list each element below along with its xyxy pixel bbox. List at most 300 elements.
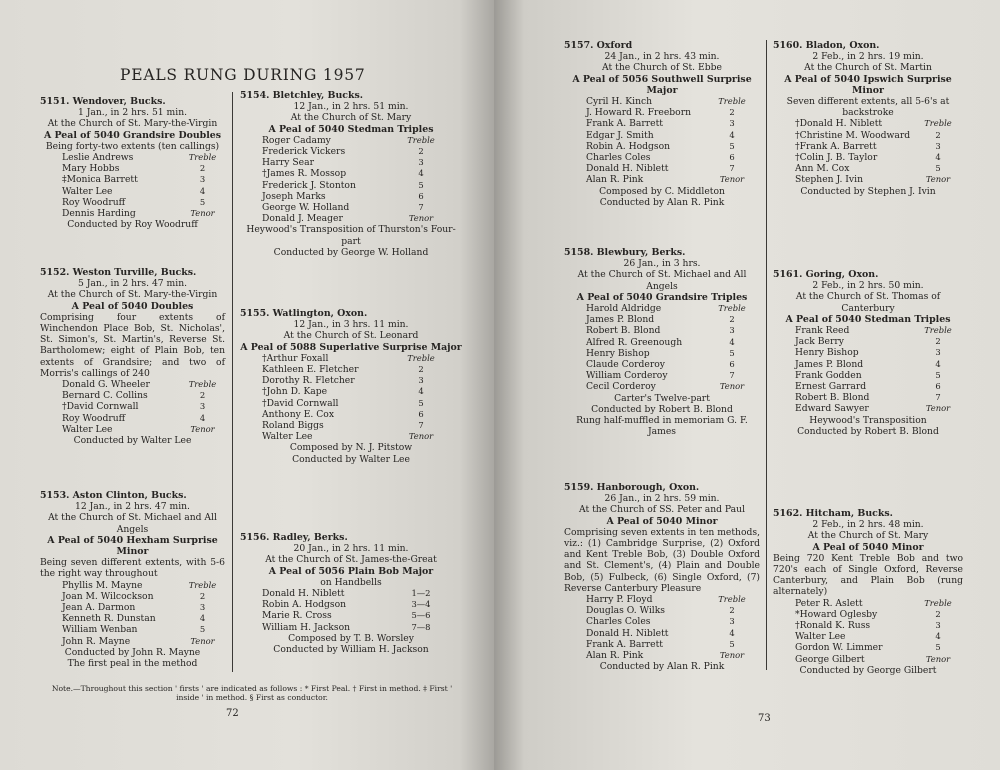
bell-number: 2 — [199, 163, 206, 174]
ringer-row — [262, 409, 462, 420]
bell-number: Tenor — [408, 213, 434, 224]
ringer-row — [586, 605, 760, 616]
ringer-name: †John D. Kape — [262, 386, 328, 398]
peal-church: At the Church of St. Mary — [807, 530, 929, 542]
ringer-row — [586, 107, 760, 118]
ringer-name: Gordon W. Limmer — [795, 642, 883, 654]
ringer-name: Harry P. Floyd — [586, 594, 653, 606]
ringer-row — [795, 141, 963, 152]
column-divider — [232, 92, 233, 672]
ringer-row — [795, 152, 963, 163]
ringer-row — [262, 588, 462, 599]
ringer-name: Cecil Corderoy — [586, 381, 656, 393]
bell-number: Treble — [718, 594, 746, 605]
bell-number: 7 — [418, 202, 424, 213]
peal-entry — [40, 267, 225, 446]
peal-footer-line: Conducted by John R. Mayne — [64, 646, 201, 658]
bell-number: 5 — [199, 196, 206, 207]
peal-method: A Peal of 5056 Southwell Surprise Major — [572, 73, 752, 96]
bell-number: Treble — [188, 379, 217, 390]
peal-footer-line: Conducted by William H. Jackson — [273, 644, 429, 656]
peal-church: At the Church of St. James-the-Great — [265, 554, 437, 566]
bell-number: 5 — [729, 638, 735, 649]
ringer-name: Charles Coles — [586, 616, 651, 628]
bell-number: 7—8 — [411, 621, 431, 632]
ringer-list — [62, 379, 225, 435]
ringer-row — [262, 135, 462, 146]
ringer-row — [262, 168, 462, 179]
ringer-row — [586, 594, 760, 605]
ringer-row — [262, 191, 462, 202]
peal-method: A Peal of 5040 Grandsire Doubles — [43, 129, 222, 141]
ringer-row — [62, 197, 225, 208]
peal-footer-line: Conducted by Alan R. Pink — [599, 661, 725, 673]
ringer-row — [586, 381, 760, 392]
peal-description: Comprising four extents of Winchendon Place Bob, St. Nicholas', St. Simon's, St. Martin's, Reverse St. Bartholomew; eight of Plain Bob, ten extents of Grandsire; and two of Morris's callings of 240 — [40, 311, 225, 379]
bell-number: Treble — [924, 118, 952, 129]
bell-number: 4 — [729, 129, 735, 140]
bell-number: 3—4 — [411, 599, 431, 610]
ringer-row — [586, 174, 760, 185]
peal-entry — [773, 269, 963, 437]
page-title: PEALS RUNG DURING 1957 — [120, 66, 366, 84]
peal-footer-line: Carter's Twelve-part — [614, 392, 710, 404]
ringer-row — [795, 381, 963, 392]
ringer-name: Alan R. Pink — [586, 650, 644, 662]
ringer-list — [262, 588, 462, 633]
bell-number: 7 — [729, 163, 735, 174]
bell-number: 4 — [199, 185, 206, 196]
peal-church: At the Church of St. Martin — [804, 62, 932, 74]
peal-method: A Peal of 5040 Minor — [606, 515, 718, 527]
ringer-name: ‡Monica Barrett — [62, 174, 138, 186]
peal-heading: 5159. Hanborough, Oxon. — [564, 482, 700, 493]
peal-date: 12 Jan., in 2 hrs. 51 min. — [293, 101, 409, 113]
ringer-name: Henry Bishop — [795, 347, 859, 359]
peal-church: At the Church of St. Thomas of Canterbury — [795, 291, 941, 314]
ringer-name: Donald J. Meager — [262, 213, 343, 225]
ringer-row — [586, 348, 760, 359]
bell-number: 2 — [199, 590, 206, 601]
bell-number: Tenor — [190, 635, 215, 646]
ringer-row — [795, 403, 963, 414]
bell-number: 4 — [418, 168, 424, 179]
ringer-row — [795, 370, 963, 381]
peal-date: 2 Feb., in 2 hrs. 48 min. — [812, 519, 924, 531]
ringer-name: Robert B. Blond — [795, 392, 870, 404]
ringer-row — [62, 624, 225, 635]
ringer-row — [795, 163, 963, 174]
right-page — [494, 0, 1000, 770]
ringer-row — [62, 152, 225, 163]
bell-number: 3 — [729, 118, 735, 129]
peal-church: At the Church of St. Mary-the-Virgin — [47, 118, 218, 130]
ringer-row — [795, 336, 963, 347]
ringer-name: †David Cornwall — [262, 397, 339, 409]
ringer-name: Frederick J. Stonton — [262, 179, 356, 191]
bell-number: 4 — [199, 613, 206, 624]
ringer-row — [795, 325, 963, 336]
ringer-list — [262, 135, 462, 225]
ringer-name: Frank Godden — [795, 369, 862, 381]
ringer-name: Edward Sawyer — [795, 403, 869, 415]
peal-church: At the Church of St. Michael and All Angels — [577, 269, 747, 292]
bell-number: 2 — [729, 107, 735, 118]
left-page — [0, 0, 494, 770]
peal-date: 12 Jan., in 3 hrs. 11 min. — [293, 319, 409, 331]
ringer-row — [62, 208, 225, 219]
peal-footer-line: The first peal in the method — [67, 658, 198, 670]
bell-number: Tenor — [925, 403, 951, 414]
ringer-name: Jack Berry — [795, 336, 844, 348]
bell-number: 2 — [418, 146, 424, 157]
bell-number: Tenor — [719, 381, 745, 392]
page-number-left: 72 — [226, 708, 239, 719]
ringer-name: Robert B. Blond — [586, 325, 661, 337]
bell-number: 6 — [729, 152, 735, 163]
bell-number: 2 — [935, 608, 941, 619]
ringer-name: Roy Woodruff — [62, 196, 126, 208]
bell-number: 2 — [729, 605, 735, 616]
bell-number: 3 — [199, 174, 206, 185]
ringer-name: Donald H. Niblett — [262, 588, 345, 600]
peal-description: Comprising seven extents in ten methods, viz.: (1) Cambridge Surprise, (2) Oxford and Kent Treble Bob, (3) Double Oxford and St. Clement's, (4) Plain and Double Bob, (5) Fulbeck, (6) Single Oxford, (7) Reverse Canterbury Pleasure — [564, 526, 761, 594]
bell-number: 3 — [935, 347, 941, 358]
bell-number: 4 — [418, 386, 424, 397]
ringer-name: Dennis Harding — [62, 208, 136, 220]
ringer-name: Phyllis M. Mayne — [62, 579, 143, 591]
ringer-name: Roger Cadamy — [262, 134, 331, 146]
bell-number: Treble — [188, 579, 217, 590]
ringer-name: Mary Hobbs — [62, 163, 120, 175]
ringer-row — [62, 602, 225, 613]
peal-heading: 5160. Bladon, Oxon. — [773, 40, 880, 51]
ringer-name: James P. Blond — [586, 314, 655, 326]
ringer-name: Peter R. Aslett — [795, 597, 863, 609]
ringer-name: George W. Holland — [262, 202, 350, 214]
peal-description: Seven different extents, all 5-6's at backstroke — [786, 96, 950, 119]
ringer-row — [586, 337, 760, 348]
peal-date: 20 Jan., in 2 hrs. 11 min. — [293, 543, 409, 555]
ringer-row — [262, 364, 462, 375]
ringer-name: †James R. Mossop — [262, 168, 347, 180]
ringer-row — [795, 631, 963, 642]
ringer-name: †David Cornwall — [62, 401, 139, 413]
peal-church: At the Church of St. Michael and All Angels — [48, 512, 217, 535]
peal-footer-line: Conducted by Roy Woodruff — [67, 219, 198, 231]
ringer-name: Walter Lee — [62, 185, 113, 197]
ringer-name: Marie R. Cross — [262, 610, 332, 622]
bell-number: 3 — [199, 401, 206, 412]
ringer-list — [262, 353, 462, 443]
bell-number: Treble — [407, 134, 435, 145]
ringer-name: Frederick Vickers — [262, 146, 346, 158]
bell-number: 6 — [418, 190, 424, 201]
ringer-name: Donald H. Niblett — [586, 163, 669, 175]
peal-footer-line: Composed by T. B. Worsley — [288, 632, 414, 644]
bell-number: 2 — [418, 364, 424, 375]
ringer-name: Claude Corderoy — [586, 359, 665, 371]
ringer-row — [795, 130, 963, 141]
bell-number: 3 — [729, 325, 735, 336]
peal-church: At the Church of St. Mary-the-Virgin — [47, 289, 218, 301]
peal-entry — [40, 96, 225, 230]
ringer-name: †Donald H. Niblett — [795, 118, 883, 130]
bell-number: Treble — [718, 96, 746, 107]
ringer-name: Walter Lee — [62, 423, 113, 435]
ringer-name: Douglas O. Wilks — [586, 605, 666, 617]
peal-heading: 5162. Hitcham, Bucks. — [773, 508, 893, 519]
bell-number: Treble — [188, 152, 217, 163]
ringer-row — [62, 636, 225, 647]
peal-entry — [240, 532, 462, 655]
ringer-name: †Colin J. B. Taylor — [795, 152, 878, 164]
ringer-row — [586, 639, 760, 650]
ringer-name: John R. Mayne — [62, 635, 131, 647]
ringer-row — [262, 420, 462, 431]
ringer-name: Ann M. Cox — [795, 163, 850, 175]
peal-date: 12 Jan., in 2 hrs. 47 min. — [75, 501, 190, 513]
ringer-row — [586, 616, 760, 627]
ringer-name: Kenneth R. Dunstan — [62, 613, 156, 625]
peal-footer-line: Conducted by George Gilbert — [799, 664, 937, 676]
bell-number: 5 — [935, 163, 941, 174]
bell-number: 4 — [935, 358, 941, 369]
ringer-name: J. Howard R. Freeborn — [586, 107, 692, 119]
peal-entry — [564, 247, 760, 437]
bell-number: 5 — [418, 397, 424, 408]
ringer-list — [795, 118, 963, 185]
peal-church: At the Church of St. Ebbe — [602, 62, 722, 74]
peal-footer-line: Heywood's Transposition — [809, 414, 927, 426]
ringer-name: Joseph Marks — [262, 190, 326, 202]
ringer-row — [795, 359, 963, 370]
ringer-row — [62, 613, 225, 624]
bell-number: 7 — [935, 392, 941, 403]
peal-heading: 5157. Oxford — [564, 40, 633, 51]
ringer-name: William Wenban — [62, 624, 138, 636]
ringer-name: Henry Bishop — [586, 347, 650, 359]
peal-footer-line: Composed by N. J. Pitstow — [289, 442, 413, 454]
ringer-row — [586, 314, 760, 325]
peal-heading: 5156. Radley, Berks. — [240, 532, 348, 543]
ringer-row — [62, 424, 225, 435]
ringer-row — [586, 163, 760, 174]
ringer-name: Kathleen E. Fletcher — [262, 364, 359, 376]
ringer-name: Walter Lee — [795, 631, 846, 643]
peal-church: At the Church of St. Mary — [290, 112, 412, 124]
ringer-row — [262, 622, 462, 633]
bell-number: 5 — [729, 347, 735, 358]
ringer-row — [262, 386, 462, 397]
bell-number: 7 — [729, 370, 735, 381]
ringer-name: Robin A. Hodgson — [262, 599, 347, 611]
bell-number: 5 — [935, 642, 941, 653]
peal-footer-line: Rung half-muffled in memoriam G. F. James — [576, 415, 748, 438]
ringer-name: Alan R. Pink — [586, 174, 644, 186]
bell-number: 6 — [935, 381, 941, 392]
peal-method: A Peal of 5040 Hexham Surprise Minor — [47, 534, 218, 558]
ringer-name: William H. Jackson — [262, 621, 351, 633]
peal-heading: 5153. Aston Clinton, Bucks. — [40, 490, 187, 501]
ringer-name: †Christine M. Woodward — [795, 129, 911, 141]
ringer-name: George Gilbert — [795, 653, 865, 665]
ringer-row — [62, 413, 225, 424]
ringer-list — [795, 325, 963, 415]
ringer-name: Harry Sear — [262, 157, 314, 169]
peal-heading: 5158. Blewbury, Berks. — [564, 247, 686, 258]
ringer-name: Leslie Andrews — [62, 152, 134, 164]
peal-footer-line: Conducted by Stephen J. Ivin — [800, 185, 936, 197]
ringer-name: Ernest Garrard — [795, 381, 867, 393]
peal-method: A Peal of 5040 Stedman Triples — [268, 123, 434, 135]
peal-entry — [40, 490, 225, 669]
peal-method: A Peal of 5040 Grandsire Triples — [576, 291, 748, 303]
bell-number: 6 — [418, 408, 424, 419]
ringer-list — [795, 598, 963, 665]
peal-description: Being seven different extents, with 5-6 the right way throughout — [40, 557, 225, 580]
bell-number: Tenor — [719, 174, 745, 185]
peal-description: on Handbells — [320, 576, 382, 588]
peal-method: A Peal of 5056 Plain Bob Major — [268, 565, 434, 577]
bell-number: Treble — [924, 597, 952, 608]
bell-number: 3 — [418, 157, 424, 168]
ringer-name: Jean A. Darmon — [62, 602, 136, 614]
bell-number: Tenor — [925, 174, 951, 185]
ringer-row — [795, 118, 963, 129]
ringer-name: James P. Blond — [795, 358, 864, 370]
ringer-row — [586, 118, 760, 129]
peal-method: A Peal of 5040 Minor — [812, 541, 924, 553]
ringer-row — [795, 642, 963, 653]
bell-number: Treble — [924, 325, 952, 336]
ringer-row — [62, 401, 225, 412]
peal-church: At the Church of SS. Peter and Paul — [578, 504, 746, 516]
ringer-row — [62, 390, 225, 401]
bell-number: 4 — [199, 412, 206, 423]
ringer-name: Walter Lee — [262, 431, 313, 443]
ringer-row — [586, 650, 760, 661]
bell-number: 4 — [935, 631, 941, 642]
ringer-name: Edgar J. Smith — [586, 129, 654, 141]
peal-heading: 5152. Weston Turville, Bucks. — [40, 267, 197, 278]
bell-number: 5 — [199, 624, 206, 635]
peal-date: 26 Jan., in 2 hrs. 59 min. — [604, 493, 720, 505]
bell-number: 3 — [418, 375, 424, 386]
ringer-row — [62, 580, 225, 591]
ringer-row — [795, 392, 963, 403]
ringer-name: *Howard Oglesby — [795, 608, 878, 620]
bell-number: Tenor — [190, 208, 215, 219]
ringer-name: Cyril H. Kinch — [586, 96, 653, 108]
ringer-list — [586, 303, 760, 393]
ringer-row — [262, 398, 462, 409]
bell-number: 5 — [729, 140, 735, 151]
bell-number: 5 — [935, 369, 941, 380]
ringer-name: †Frank A. Barrett — [795, 140, 877, 152]
peal-date: 2 Feb., in 2 hrs. 50 min. — [812, 280, 924, 292]
peal-method: A Peal of 5040 Ipswich Surprise Minor — [784, 73, 952, 96]
ringer-row — [795, 598, 963, 609]
peal-entry — [240, 308, 462, 465]
ringer-row — [262, 375, 462, 386]
peal-entry — [773, 40, 963, 197]
bell-number: 4 — [729, 336, 735, 347]
bell-number: 2 — [935, 129, 941, 140]
peal-footer-line: Heywood's Transposition of Thurston's Four-part — [246, 224, 456, 247]
peal-date: 24 Jan., in 2 hrs. 43 min. — [604, 51, 720, 63]
bell-number: 5—6 — [411, 610, 431, 621]
bell-number: 7 — [418, 420, 424, 431]
ringer-name: Bernard C. Collins — [62, 390, 148, 402]
page-number-right: 73 — [758, 713, 771, 724]
bell-number: Tenor — [190, 423, 215, 434]
ringer-name: Dorothy R. Fletcher — [262, 375, 355, 387]
ringer-name: †Ronald K. Russ — [795, 620, 871, 632]
bell-number: Treble — [718, 303, 746, 314]
ringer-row — [586, 370, 760, 381]
ringer-list — [62, 580, 225, 647]
bell-number: 2 — [199, 390, 206, 401]
ringer-name: Charles Coles — [586, 152, 651, 164]
ringer-row — [62, 174, 225, 185]
bell-number: Treble — [407, 352, 435, 363]
peal-heading: 5155. Watlington, Oxon. — [240, 308, 368, 319]
bell-number: 3 — [199, 602, 206, 613]
peal-description: Being 720 Kent Treble Bob and two 720's each of Single Oxford, Reverse Canterbury, and Plain Bob (rung alternately) — [773, 552, 963, 598]
peal-heading: 5154. Bletchley, Bucks. — [240, 90, 364, 101]
ringer-row — [586, 152, 760, 163]
peal-footer-line: Conducted by Robert B. Blond — [591, 403, 733, 415]
bell-number: Tenor — [925, 653, 951, 664]
ringer-row — [262, 157, 462, 168]
bell-number: 1—2 — [411, 588, 431, 599]
ringer-row — [586, 359, 760, 370]
ringer-list — [586, 594, 760, 661]
bell-number: Tenor — [719, 650, 745, 661]
column-divider — [766, 40, 767, 670]
ringer-name: Joan M. Wilcockson — [62, 590, 154, 602]
ringer-row — [62, 591, 225, 602]
peal-heading: 5161. Goring, Oxon. — [773, 269, 879, 280]
bell-number: Tenor — [408, 431, 434, 442]
peal-description: Being forty-two extents (ten callings) — [45, 140, 220, 152]
bell-number: 6 — [729, 359, 735, 370]
ringer-row — [262, 213, 462, 224]
ringer-row — [795, 347, 963, 358]
ringer-row — [795, 174, 963, 185]
ringer-list — [62, 152, 225, 219]
ringer-row — [586, 303, 760, 314]
ringer-name: Donald G. Wheeler — [62, 379, 150, 391]
peal-footer-line: Composed by C. Middleton — [599, 185, 725, 197]
ringer-row — [586, 96, 760, 107]
ringer-row — [586, 628, 760, 639]
peal-date: 26 Jan., in 3 hrs. — [623, 258, 701, 270]
ringer-name: Frank A. Barrett — [586, 118, 663, 130]
bell-number: 4 — [729, 627, 735, 638]
peal-footer-line: Conducted by Alan R. Pink — [599, 196, 725, 208]
bell-number: 5 — [418, 179, 424, 190]
ringer-row — [262, 431, 462, 442]
ringer-row — [62, 186, 225, 197]
bell-number: 3 — [935, 620, 941, 631]
peal-method: A Peal of 5040 Doubles — [71, 300, 194, 312]
peal-method: A Peal of 5040 Stedman Triples — [785, 313, 951, 325]
ringer-name: Robin A. Hodgson — [586, 140, 671, 152]
ringer-row — [795, 654, 963, 665]
peal-date: 5 Jan., in 2 hrs. 47 min. — [77, 278, 188, 290]
